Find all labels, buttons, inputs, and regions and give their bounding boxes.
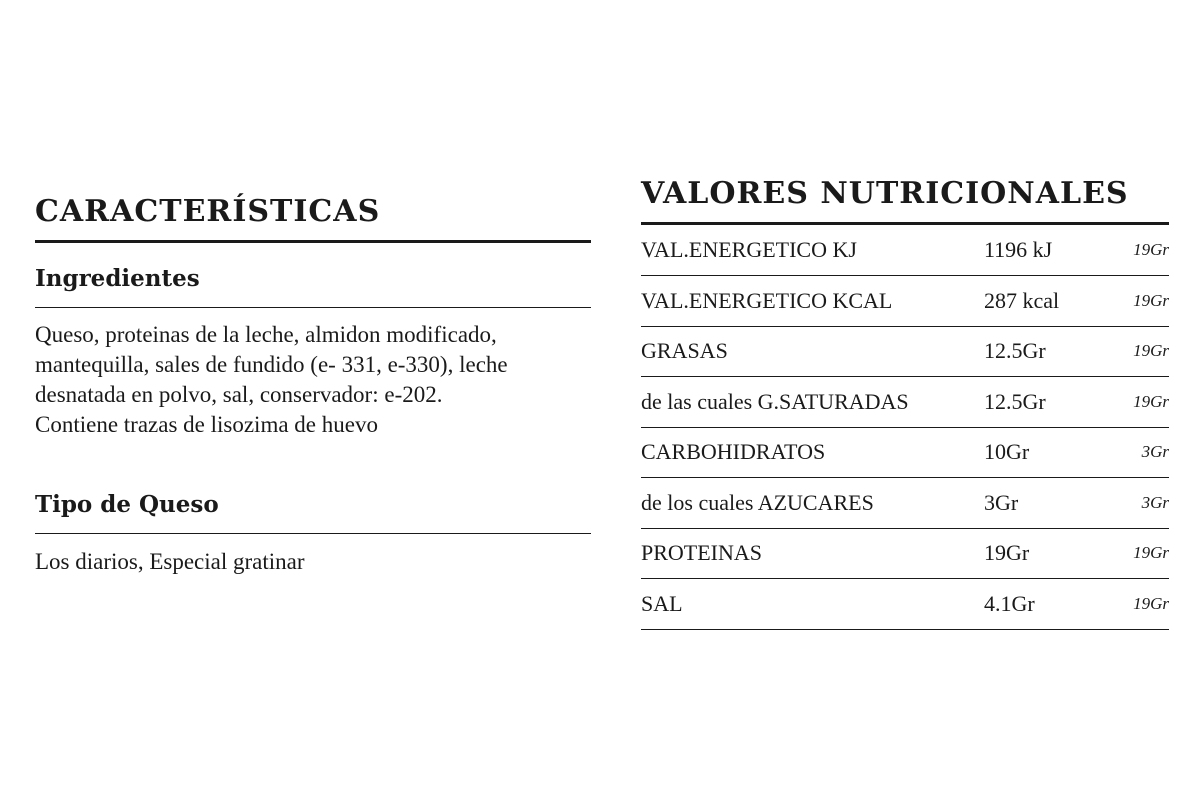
- nutrient-value: 19Gr: [984, 540, 1030, 566]
- nutrition-row: [641, 377, 1169, 428]
- nutrient-reference: 19Gr: [1133, 543, 1169, 563]
- nutrient-reference: 3Gr: [1141, 492, 1169, 512]
- valores-nutricionales-title: VALORES NUTRICIONALES: [641, 170, 1169, 225]
- nutrition-row: [641, 427, 1169, 478]
- nutrient-label: GRASAS: [641, 338, 728, 364]
- nutrition-row: [641, 478, 1169, 529]
- nutrient-value: 3Gr: [984, 489, 1019, 515]
- nutrient-value: 10Gr: [984, 439, 1030, 465]
- nutrition-row: [641, 276, 1169, 327]
- tipo-queso-text: Los diarios, Especial gratinar: [35, 549, 305, 574]
- nutrient-label: VAL.ENERGETICO KCAL: [641, 287, 893, 313]
- nutrient-reference: 3Gr: [1141, 442, 1169, 462]
- nutrient-label: de las cuales G.SATURADAS: [641, 388, 909, 414]
- nutrient-value: 287 kcal: [984, 287, 1060, 313]
- nutrient-reference: 19Gr: [1133, 290, 1169, 310]
- nutrient-label: VAL.ENERGETICO KJ: [641, 237, 857, 262]
- nutrient-reference: 19Gr: [1133, 593, 1169, 613]
- nutrient-reference: 19Gr: [1133, 341, 1169, 361]
- nutrition-row: [641, 528, 1169, 579]
- nutrient-label: SAL: [641, 590, 683, 616]
- caracteristicas-title: CARACTERÍSTICAS: [35, 180, 591, 243]
- ingredientes-heading: Ingredientes: [35, 264, 591, 308]
- nutrient-reference: 19Gr: [1133, 240, 1169, 259]
- nutrient-label: PROTEINAS: [641, 540, 763, 566]
- nutrient-reference: 19Gr: [1133, 391, 1169, 411]
- nutrient-value: 12.5Gr: [984, 338, 1046, 364]
- nutrient-value: 1196 kJ: [984, 237, 1053, 262]
- nutrition-row: [641, 579, 1169, 630]
- valores-nutricionales-section: [641, 170, 1169, 630]
- nutrient-value: 4.1Gr: [984, 590, 1035, 616]
- nutrition-row: [641, 225, 1169, 276]
- nutrient-value: 12.5Gr: [984, 388, 1046, 414]
- nutrient-label: de los cuales AZUCARES: [641, 489, 874, 515]
- tipo-queso-heading: Tipo de Queso: [35, 490, 591, 534]
- nutrition-table: [641, 225, 1169, 630]
- ingredientes-text: Queso, proteinas de la leche, almidon modificado, mantequilla, sales de fundido (e- 331, e-330), leche desnatada en polvo, sal, conservador: e-202. Contiene trazas de lisozima de huevo: [35, 322, 508, 437]
- nutrient-label: CARBOHIDRATOS: [641, 439, 826, 465]
- caracteristicas-section: [35, 180, 591, 577]
- nutrition-row: [641, 326, 1169, 377]
